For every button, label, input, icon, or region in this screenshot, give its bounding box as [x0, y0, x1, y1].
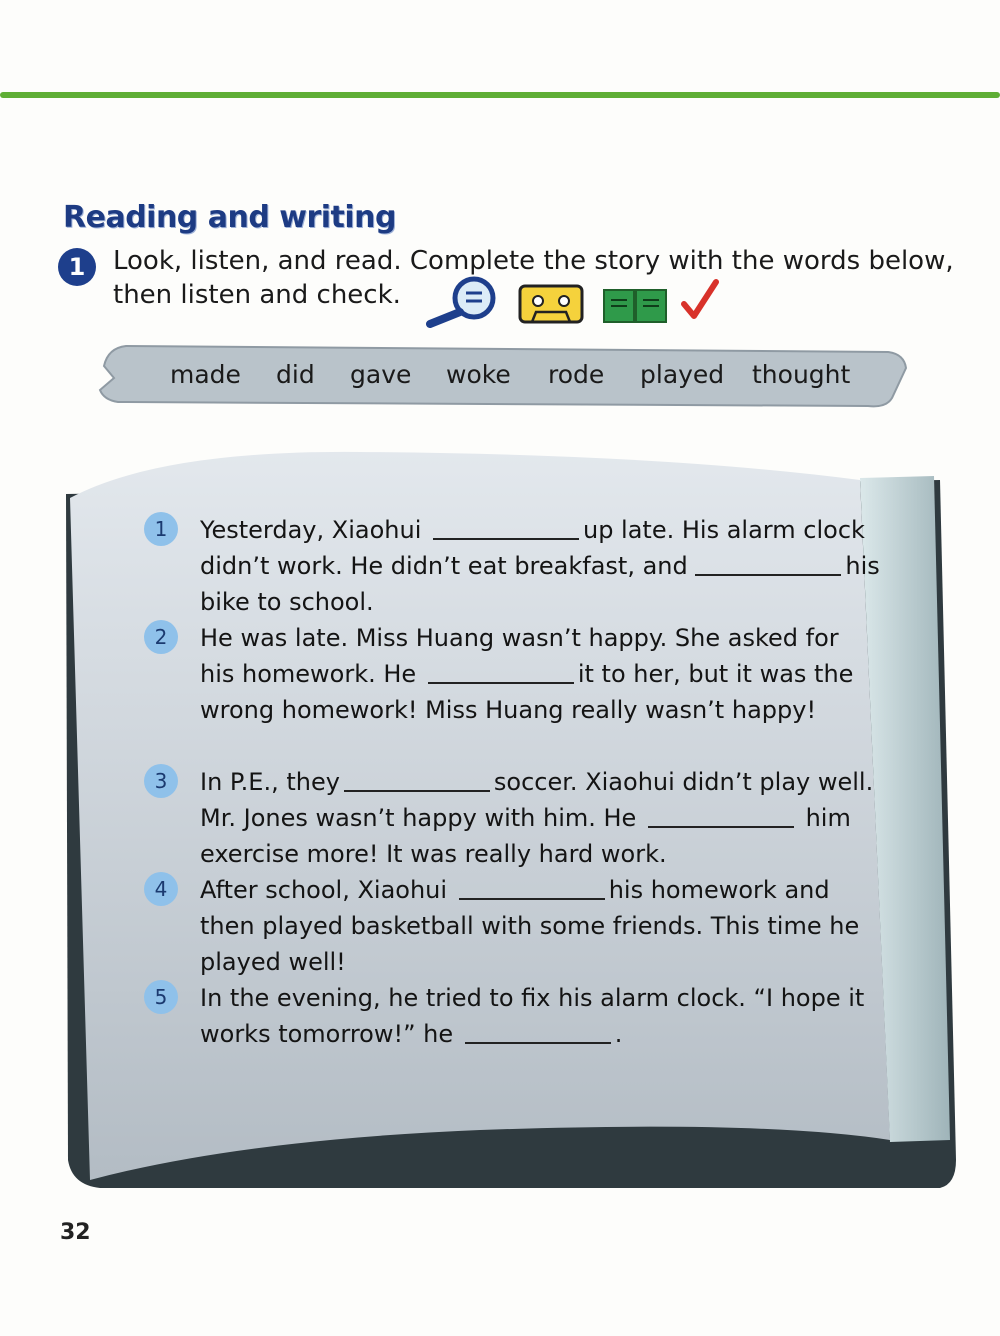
- answer-blank[interactable]: [695, 574, 841, 576]
- word-bank-gave: gave: [350, 360, 412, 389]
- word-bank-thought: thought: [752, 360, 851, 389]
- story-item-number-5: 5: [144, 980, 178, 1014]
- story-item-1: [200, 512, 880, 620]
- story-line: it was the wrong homework! Miss Huang really wasn’t: [200, 660, 854, 724]
- story-line: his bike to school.: [200, 552, 880, 616]
- answer-blank[interactable]: [459, 898, 605, 900]
- word-bank-made: made: [170, 360, 241, 389]
- story-item-2: [200, 620, 880, 728]
- story-line: In the evening, he tried to fix his alarm clock. “I hope it: [200, 984, 865, 1012]
- story-item-3: [200, 764, 880, 872]
- answer-blank[interactable]: [433, 538, 579, 540]
- magnifier-icon: [424, 276, 500, 328]
- story-line: him exercise more! It was really hard work.: [200, 804, 851, 868]
- section-title: Reading and writing: [63, 200, 396, 235]
- word-bank-rode: rode: [548, 360, 605, 389]
- story-item-4: [200, 872, 880, 980]
- story-line: Yesterday, Xiaohui up late. His alarm: [200, 516, 796, 544]
- answer-blank[interactable]: [344, 790, 490, 792]
- answer-blank[interactable]: [465, 1042, 611, 1044]
- cassette-icon: [518, 284, 584, 324]
- story-line: played well!: [200, 948, 346, 976]
- green-divider-rule: [0, 92, 1000, 98]
- story-line: After school, Xiaohui his homework and: [200, 876, 830, 904]
- story-line: Mr. Jones wasn’t happy with him. He: [200, 804, 798, 832]
- story-line: works tomorrow!” he .: [200, 1020, 623, 1048]
- story-item-number-3: 3: [144, 764, 178, 798]
- exercise-number-badge: 1: [58, 248, 96, 286]
- word-bank-played: played: [640, 360, 725, 389]
- page-number: 32: [60, 1220, 91, 1245]
- story-line: He was late. Miss Huang wasn’t happy. She asked for: [200, 624, 839, 652]
- instruction-line-1: Look, listen, and read. Complete the story with the words below,: [113, 246, 954, 276]
- answer-blank[interactable]: [648, 826, 794, 828]
- story-item-number-2: 2: [144, 620, 178, 654]
- instruction-line-2: then listen and check.: [113, 280, 401, 310]
- story-line: his homework. He it to her, but: [200, 660, 729, 688]
- word-bank-woke: woke: [446, 360, 511, 389]
- checkmark-icon: [680, 278, 720, 322]
- answer-blank[interactable]: [428, 682, 574, 684]
- word-bank: [98, 338, 910, 412]
- story-line: clock didn’t work. He didn’t eat breakfast, and: [200, 516, 865, 580]
- story-line: In P.E., they soccer. Xiaohui didn’t play well.: [200, 768, 874, 796]
- story-line: then played basketball with some friends. This time he: [200, 912, 860, 940]
- story-item-number-1: 1: [144, 512, 178, 546]
- story-item-5: [200, 980, 880, 1052]
- activity-icons: [424, 276, 724, 328]
- word-bank-did: did: [276, 360, 315, 389]
- story-line: happy!: [731, 696, 817, 724]
- book-icon: [602, 286, 668, 326]
- story-item-number-4: 4: [144, 872, 178, 906]
